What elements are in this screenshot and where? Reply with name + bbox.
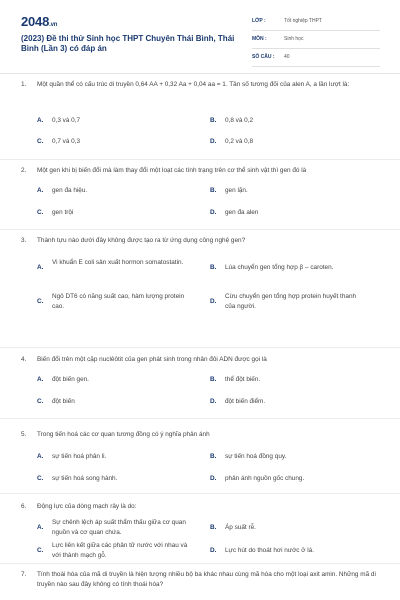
question-3: 3. Thành tựu nào dưới đây không được tạo ra từ ứng dụng công nghệ gen? A. Vi khuẩn E coli sản xuất hormon somatostatin. B. Lúa chuyển gen tổng hợp β – caroten. C. Ngô DT6 có năng suất cao, hàm lượng protein cao. D. Cừu chuyển gen tổng hợp protein huyết thanh của người.: [0, 236, 400, 348]
meta-label: MÔN :: [252, 36, 267, 42]
question-text: Tính thoái hóa của mã di truyền là hiện tượng nhiều bộ ba khác nhau cùng mã hóa cho một loại axit amin. Những mã di truyền nào sau đây không có tính thoái hóa?: [37, 571, 376, 588]
meta-value: Tốt nghiệp THPT: [284, 18, 322, 24]
question-2: 2. Một gen khi bị biến đổi mà làm thay đổi một loạt các tính trạng trên cơ thể sinh vật thì gen đó là A. gen đa hiệu. B. gen lặn. C. gen trội D. gen đa alen: [0, 166, 400, 230]
question-text: Thành tựu nào dưới đây không được tạo ra từ ứng dụng công nghệ gen?: [37, 237, 246, 244]
question-text: Một quần thể có cấu trúc di truyền 0,64 AA + 0,32 Aa + 0,04 aa = 1. Tần số tương đối của alen A, a lần lượt là:: [37, 81, 350, 88]
site-logo[interactable]: 2048.vn: [21, 14, 58, 29]
meta-label: LỚP :: [252, 18, 266, 24]
question-7: [0, 570, 400, 600]
question-text: Một gen khi bị biến đổi mà làm thay đổi một loạt các tính trạng trên cơ thể sinh vật thì gen đó là: [37, 167, 307, 174]
question-number: 4.: [21, 356, 27, 363]
question-text: Trong tiến hoá các cơ quan tương đồng có ý nghĩa phản ánh: [37, 431, 210, 438]
meta-row-count: [252, 50, 380, 67]
question-number: 6.: [21, 503, 27, 510]
document-meta: [252, 14, 380, 68]
meta-row-subject: [252, 32, 380, 49]
meta-label: SỐ CÂU :: [252, 54, 275, 60]
meta-row-class: [252, 14, 380, 31]
question-text: Động lực của dòng mạch rây là do:: [37, 503, 137, 510]
question-number: 2.: [21, 167, 27, 174]
question-4: 4. Biến đổi trên một cặp nuclêôtit của gen phát sinh trong nhân đôi ADN được gọi là A. đột biến gen. B. thể đột biến. C. đột biến D. đột biến điểm.: [0, 355, 400, 419]
question-number: 7.: [21, 571, 27, 578]
document-title: (2023) Đề thi thử Sinh học THPT Chuyên Thái Bình, Thái Bình (Lần 3) có đáp án: [21, 34, 235, 53]
question-6: 6. Động lực của dòng mạch rây là do: A. Sự chênh lệch áp suất thẩm thấu giữa cơ quan nguồn và cơ quan chứa. B. Áp suất rễ. C. Lực liên kết giữa các phân tử nước với nhau và với thành mạch gỗ. D. Lực hút do thoát hơi nước ở lá.: [0, 502, 400, 564]
question-5: 5. Trong tiến hoá các cơ quan tương đồng có ý nghĩa phản ánh A. sự tiến hoá phân li. B. sự tiến hoá đồng quy. C. sự tiến hoá song hành. D. phản ánh nguồn gốc chung.: [0, 430, 400, 494]
question-number: 5.: [21, 431, 27, 438]
question-1: 1. Một quần thể có cấu trúc di truyền 0,64 AA + 0,32 Aa + 0,04 aa = 1. Tần số tương đối của alen A, a lần lượt là: A. 0,3 và 0,7 B. 0,8 và 0,2 C. 0,7 và 0,3 D. 0,2 và 0,8: [0, 80, 400, 160]
question-text: Biến đổi trên một cặp nuclêôtit của gen phát sinh trong nhân đôi ADN được gọi là: [37, 356, 267, 363]
document-header: [0, 0, 400, 74]
question-number: 3.: [21, 237, 27, 244]
meta-value: Sinh học: [284, 36, 304, 42]
question-number: 1.: [21, 81, 27, 88]
meta-value: 40: [284, 54, 290, 60]
